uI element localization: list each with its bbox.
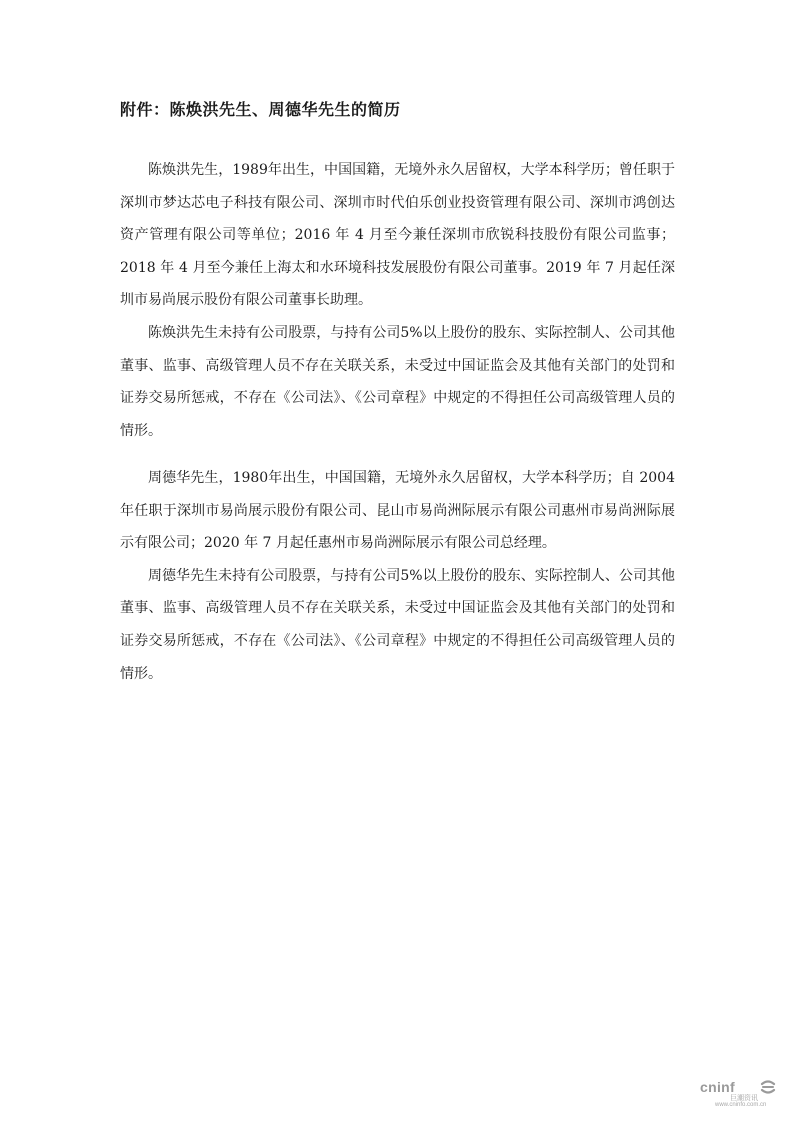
cninfo-watermark xyxy=(700,1079,780,1109)
watermark-url: www.cninfo.com.cn xyxy=(715,1102,767,1108)
watermark-brand: cninf xyxy=(700,1079,735,1095)
bio-paragraph: 周德华先生，1980年出生，中国国籍，无境外永久居留权，大学本科学历；自 2004 年任职于深圳市易尚展示股份有限公司、昆山市易尚洲际展示有限公司惠州市易尚洲际展示有限公司；2020 年 7 月起任惠州市易尚洲际展示有限公司总经理。 xyxy=(120,470,675,552)
watermark-brand-cn: 巨潮资讯 xyxy=(730,1094,758,1102)
bio-paragraph: 陈焕洪先生未持有公司股票，与持有公司5%以上股份的股东、实际控制人、公司其他董事、监事、高级管理人员不存在关联关系，未受过中国证监会及其他有关部门的处罚和证券交易所惩戒，不存在《公司法》、《公司章程》中规定的不得担任公司高级管理人员的情形。 xyxy=(120,324,675,439)
document-heading: 附件：陈焕洪先生、周德华先生的简历 xyxy=(120,100,401,119)
cninfo-logo-icon xyxy=(760,1079,776,1095)
biography-zhou-dehua xyxy=(120,462,675,690)
biography-chen-huanhong xyxy=(120,154,675,447)
bio-paragraph: 周德华先生未持有公司股票，与持有公司5%以上股份的股东、实际控制人、公司其他董事、监事、高级管理人员不存在关联关系，未受过中国证监会及其他有关部门的处罚和证券交易所惩戒，不存在《公司法》、《公司章程》中规定的不得担任公司高级管理人员的情形。 xyxy=(120,567,675,682)
bio-paragraph: 陈焕洪先生，1989年出生，中国国籍，无境外永久居留权，大学本科学历；曾任职于深圳市梦达芯电子科技有限公司、深圳市时代伯乐创业投资管理有限公司、深圳市鸿创达资产管理有限公司等单位；2016 年 4 月至今兼任深圳市欣锐科技股份有限公司监事；2018 年 4 月至今兼任上海太和水环境科技发展股份有限公司董事。2019 年 7 月起任深圳市易尚展示股份有限公司董事长助理。 xyxy=(120,162,675,309)
